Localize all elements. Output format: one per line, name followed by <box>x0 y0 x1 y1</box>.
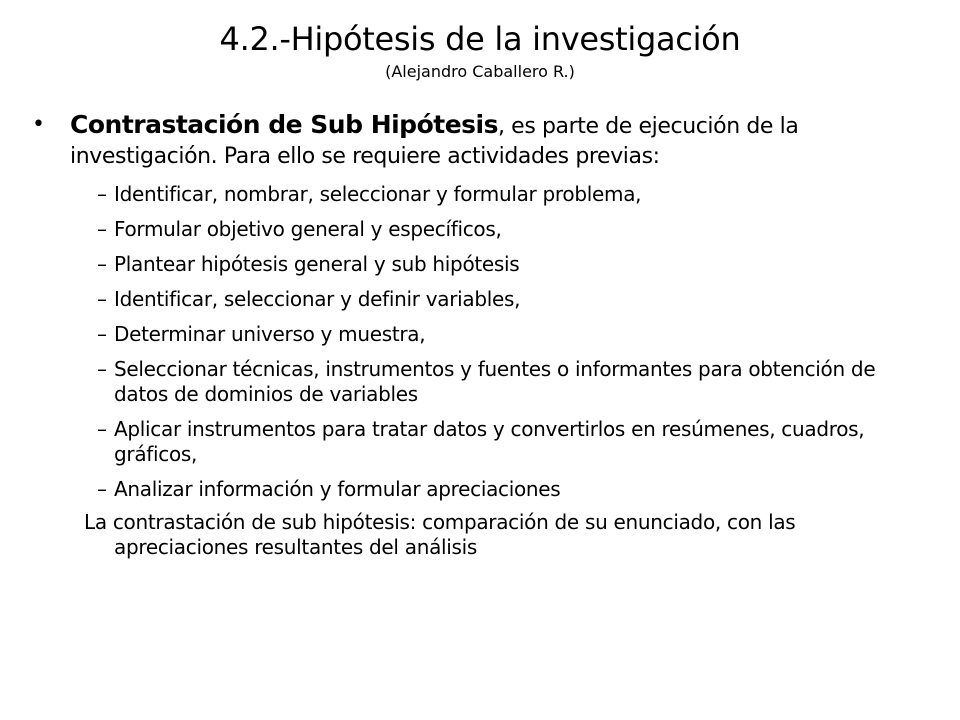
sub-item <box>0 322 960 347</box>
sub-item-text: Identificar, seleccionar y definir variables, <box>114 287 521 311</box>
dash-icon: – <box>97 182 107 206</box>
sub-item-text: Plantear hipótesis general y sub hipótesis <box>114 252 520 276</box>
sub-item-text: Analizar información y formular apreciaciones <box>114 477 561 501</box>
sub-item <box>0 357 960 407</box>
sub-item <box>0 217 960 242</box>
closing-statement: La contrastación de sub hipótesis: comparación de su enunciado, con las apreciaciones resultantes del análisis <box>84 510 796 559</box>
title-block <box>0 18 960 84</box>
dash-icon: – <box>97 217 107 241</box>
slide-title: 4.2.-Hipótesis de la investigación <box>219 20 741 58</box>
sub-item-text: Formular objetivo general y específicos, <box>114 217 502 241</box>
sub-item <box>0 182 960 207</box>
dash-icon: – <box>97 477 107 501</box>
dash-icon: – <box>97 357 107 381</box>
sub-item <box>0 287 960 312</box>
sub-item <box>0 477 960 502</box>
dash-icon: – <box>97 252 107 276</box>
sub-item-text: Determinar universo y muestra, <box>114 322 426 346</box>
dash-icon: – <box>97 287 107 311</box>
dash-icon: – <box>97 417 107 441</box>
bullet-rest-text: , es parte de ejecución de la investigación. Para ello se requiere actividades previas: <box>70 114 799 169</box>
slide-subtitle: (Alejandro Caballero R.) <box>385 62 575 81</box>
sub-item <box>0 252 960 277</box>
sub-item-text: Identificar, nombrar, seleccionar y formular problema, <box>114 182 642 206</box>
dash-icon: – <box>97 322 107 346</box>
sub-item-list <box>0 182 960 560</box>
sub-item-text: Seleccionar técnicas, instrumentos y fuentes o informantes para obtención de datos de dominios de variables <box>114 357 876 406</box>
sub-item-text: Aplicar instrumentos para tratar datos y convertirlos en resúmenes, cuadros, gráficos, <box>114 417 865 466</box>
bullet-icon: • <box>32 112 45 137</box>
bullet-lead-text: Contrastación de Sub Hipótesis <box>70 110 498 139</box>
main-bullet <box>32 110 930 172</box>
sub-item <box>0 417 960 467</box>
